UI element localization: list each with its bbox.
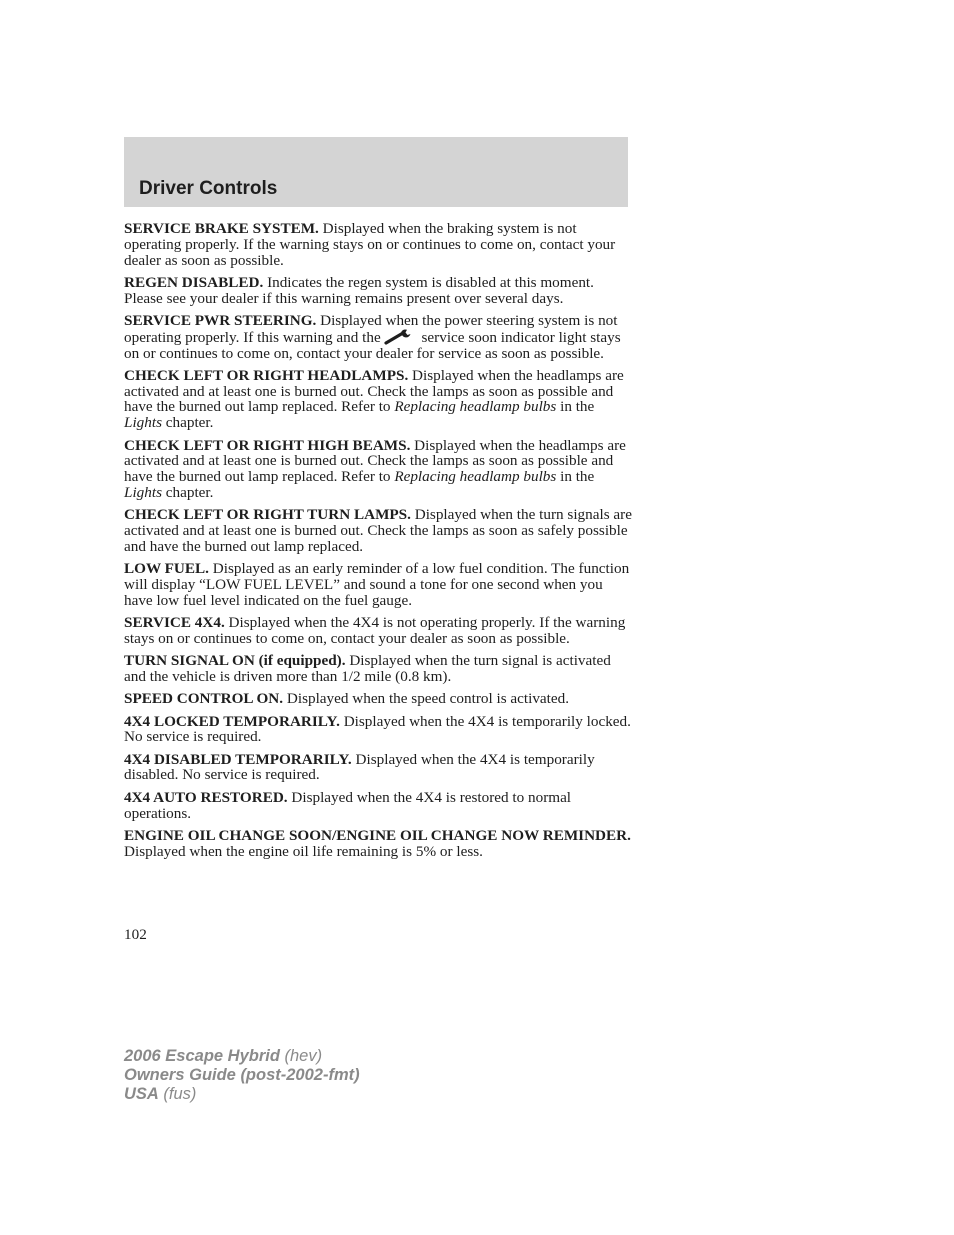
entry-term: TURN SIGNAL ON (if equipped). (124, 652, 346, 670)
entry-check-high-beams (124, 438, 632, 501)
entry-term: 4X4 AUTO RESTORED. (124, 788, 288, 806)
entry-term: 4X4 LOCKED TEMPORARILY. (124, 712, 340, 730)
entry-text: Displayed when the turn signal is activated and the vehicle is driven more than 1/2 mile (0.8 km). (124, 652, 611, 685)
entry-text: chapter. (161, 414, 214, 432)
entry-text: Displayed when the 4X4 is temporarily locked. No service is required. (124, 712, 631, 746)
entry-engine-oil-change (124, 828, 632, 860)
entry-text: Displayed as an early reminder of a low fuel condition. The function will display “LOW FUEL LEVEL” and sound a tone for one second when you have low fuel level indicated on the fuel gauge. (124, 560, 630, 609)
entry-check-headlamps (124, 368, 632, 431)
entry-term: CHECK LEFT OR RIGHT TURN LAMPS. (124, 506, 411, 524)
entry-term: 4X4 DISABLED TEMPORARILY. (124, 750, 352, 768)
entry-text: Displayed when the speed control is activated. (283, 690, 570, 708)
entry-term: ENGINE OIL CHANGE SOON/ENGINE OIL CHANGE NOW REMINDER. (124, 826, 631, 844)
entry-reference: Replacing headlamp bulbs (394, 398, 557, 416)
entry-service-4x4 (124, 615, 632, 647)
entry-text: service soon indicator light stays on or continues to come on, contact your dealer for service as soon as possible. (124, 328, 621, 362)
entry-term: LOW FUEL. (124, 560, 209, 578)
entry-term: REGEN DISABLED. (124, 273, 264, 291)
footer-line-model (124, 1047, 360, 1066)
entry-4x4-auto-restored (124, 790, 632, 822)
footer-guide: Owners Guide (post-2002-fmt) (124, 1066, 360, 1084)
entry-text: in the (556, 398, 595, 416)
entry-4x4-locked-temporarily (124, 714, 632, 746)
entry-text: Displayed when the 4X4 is restored to normal operations. (124, 788, 572, 822)
entry-turn-signal-on (124, 653, 632, 685)
entry-term: SERVICE BRAKE SYSTEM. (124, 220, 319, 237)
wrench-icon (384, 329, 414, 345)
document-footer (124, 1047, 360, 1104)
entry-reference: Replacing headlamp bulbs (394, 468, 557, 486)
entry-term: SERVICE 4X4. (124, 614, 225, 632)
entry-service-brake-system (124, 221, 632, 268)
footer-line-market (124, 1085, 360, 1104)
section-title: Driver Controls (139, 178, 278, 199)
section-header-band (124, 137, 628, 207)
entry-text: Displayed when the headlamps are activated and at least one is burned out. Check the lamps as soon as possible and have the burned out lamp replaced. Refer to (124, 366, 624, 416)
entry-text: in the (556, 468, 595, 486)
footer-model-code: (hev) (279, 1047, 323, 1065)
entry-chapter: Lights (124, 483, 162, 501)
message-list (124, 221, 632, 866)
entry-chapter: Lights (124, 414, 162, 432)
entry-text: Displayed when the power steering system is not operating properly. If this warning and the (124, 311, 618, 346)
entry-check-turn-lamps (124, 507, 632, 554)
entry-text: Displayed when the 4X4 is temporarily disabled. No service is required. (124, 750, 595, 784)
entry-text: Displayed when the turn signals are activated and at least one is burned out. Check the lamps as soon as safely possible and have the burned out lamp replaced. (124, 506, 632, 555)
entry-low-fuel (124, 561, 632, 608)
entry-term: SPEED CONTROL ON. (124, 690, 284, 708)
entry-text: Displayed when the headlamps are activated and at least one is burned out. Check the lamps as soon as possible and have the burned out lamp replaced. Refer to (124, 436, 626, 486)
entry-text: Displayed when the 4X4 is not operating properly. If the warning stays on or continues to come on, contact your dealer as soon as possible. (124, 614, 626, 647)
entry-service-pwr-steering (124, 313, 632, 361)
entry-text: chapter. (161, 483, 214, 501)
page-number: 102 (124, 926, 147, 943)
footer-line-guide (124, 1066, 360, 1085)
entry-text: Displayed when the braking system is not operating properly. If the warning stays on or continues to come on, contact your dealer as soon as possible. (124, 220, 616, 269)
entry-term: CHECK LEFT OR RIGHT HIGH BEAMS. (124, 436, 411, 454)
footer-model: 2006 Escape Hybrid (124, 1047, 280, 1065)
entry-term: CHECK LEFT OR RIGHT HEADLAMPS. (124, 366, 409, 384)
entry-speed-control-on (124, 691, 632, 707)
entry-text: Displayed when the engine oil life remaining is 5% or less. (124, 842, 483, 860)
entry-term: SERVICE PWR STEERING. (124, 311, 317, 329)
footer-market: USA (124, 1085, 159, 1103)
entry-regen-disabled (124, 275, 632, 307)
footer-market-code: (fus) (158, 1085, 197, 1103)
entry-4x4-disabled-temporarily (124, 752, 632, 784)
entry-text: Indicates the regen system is disabled at this moment. Please see your dealer if this warning remains present over several days. (124, 273, 594, 307)
